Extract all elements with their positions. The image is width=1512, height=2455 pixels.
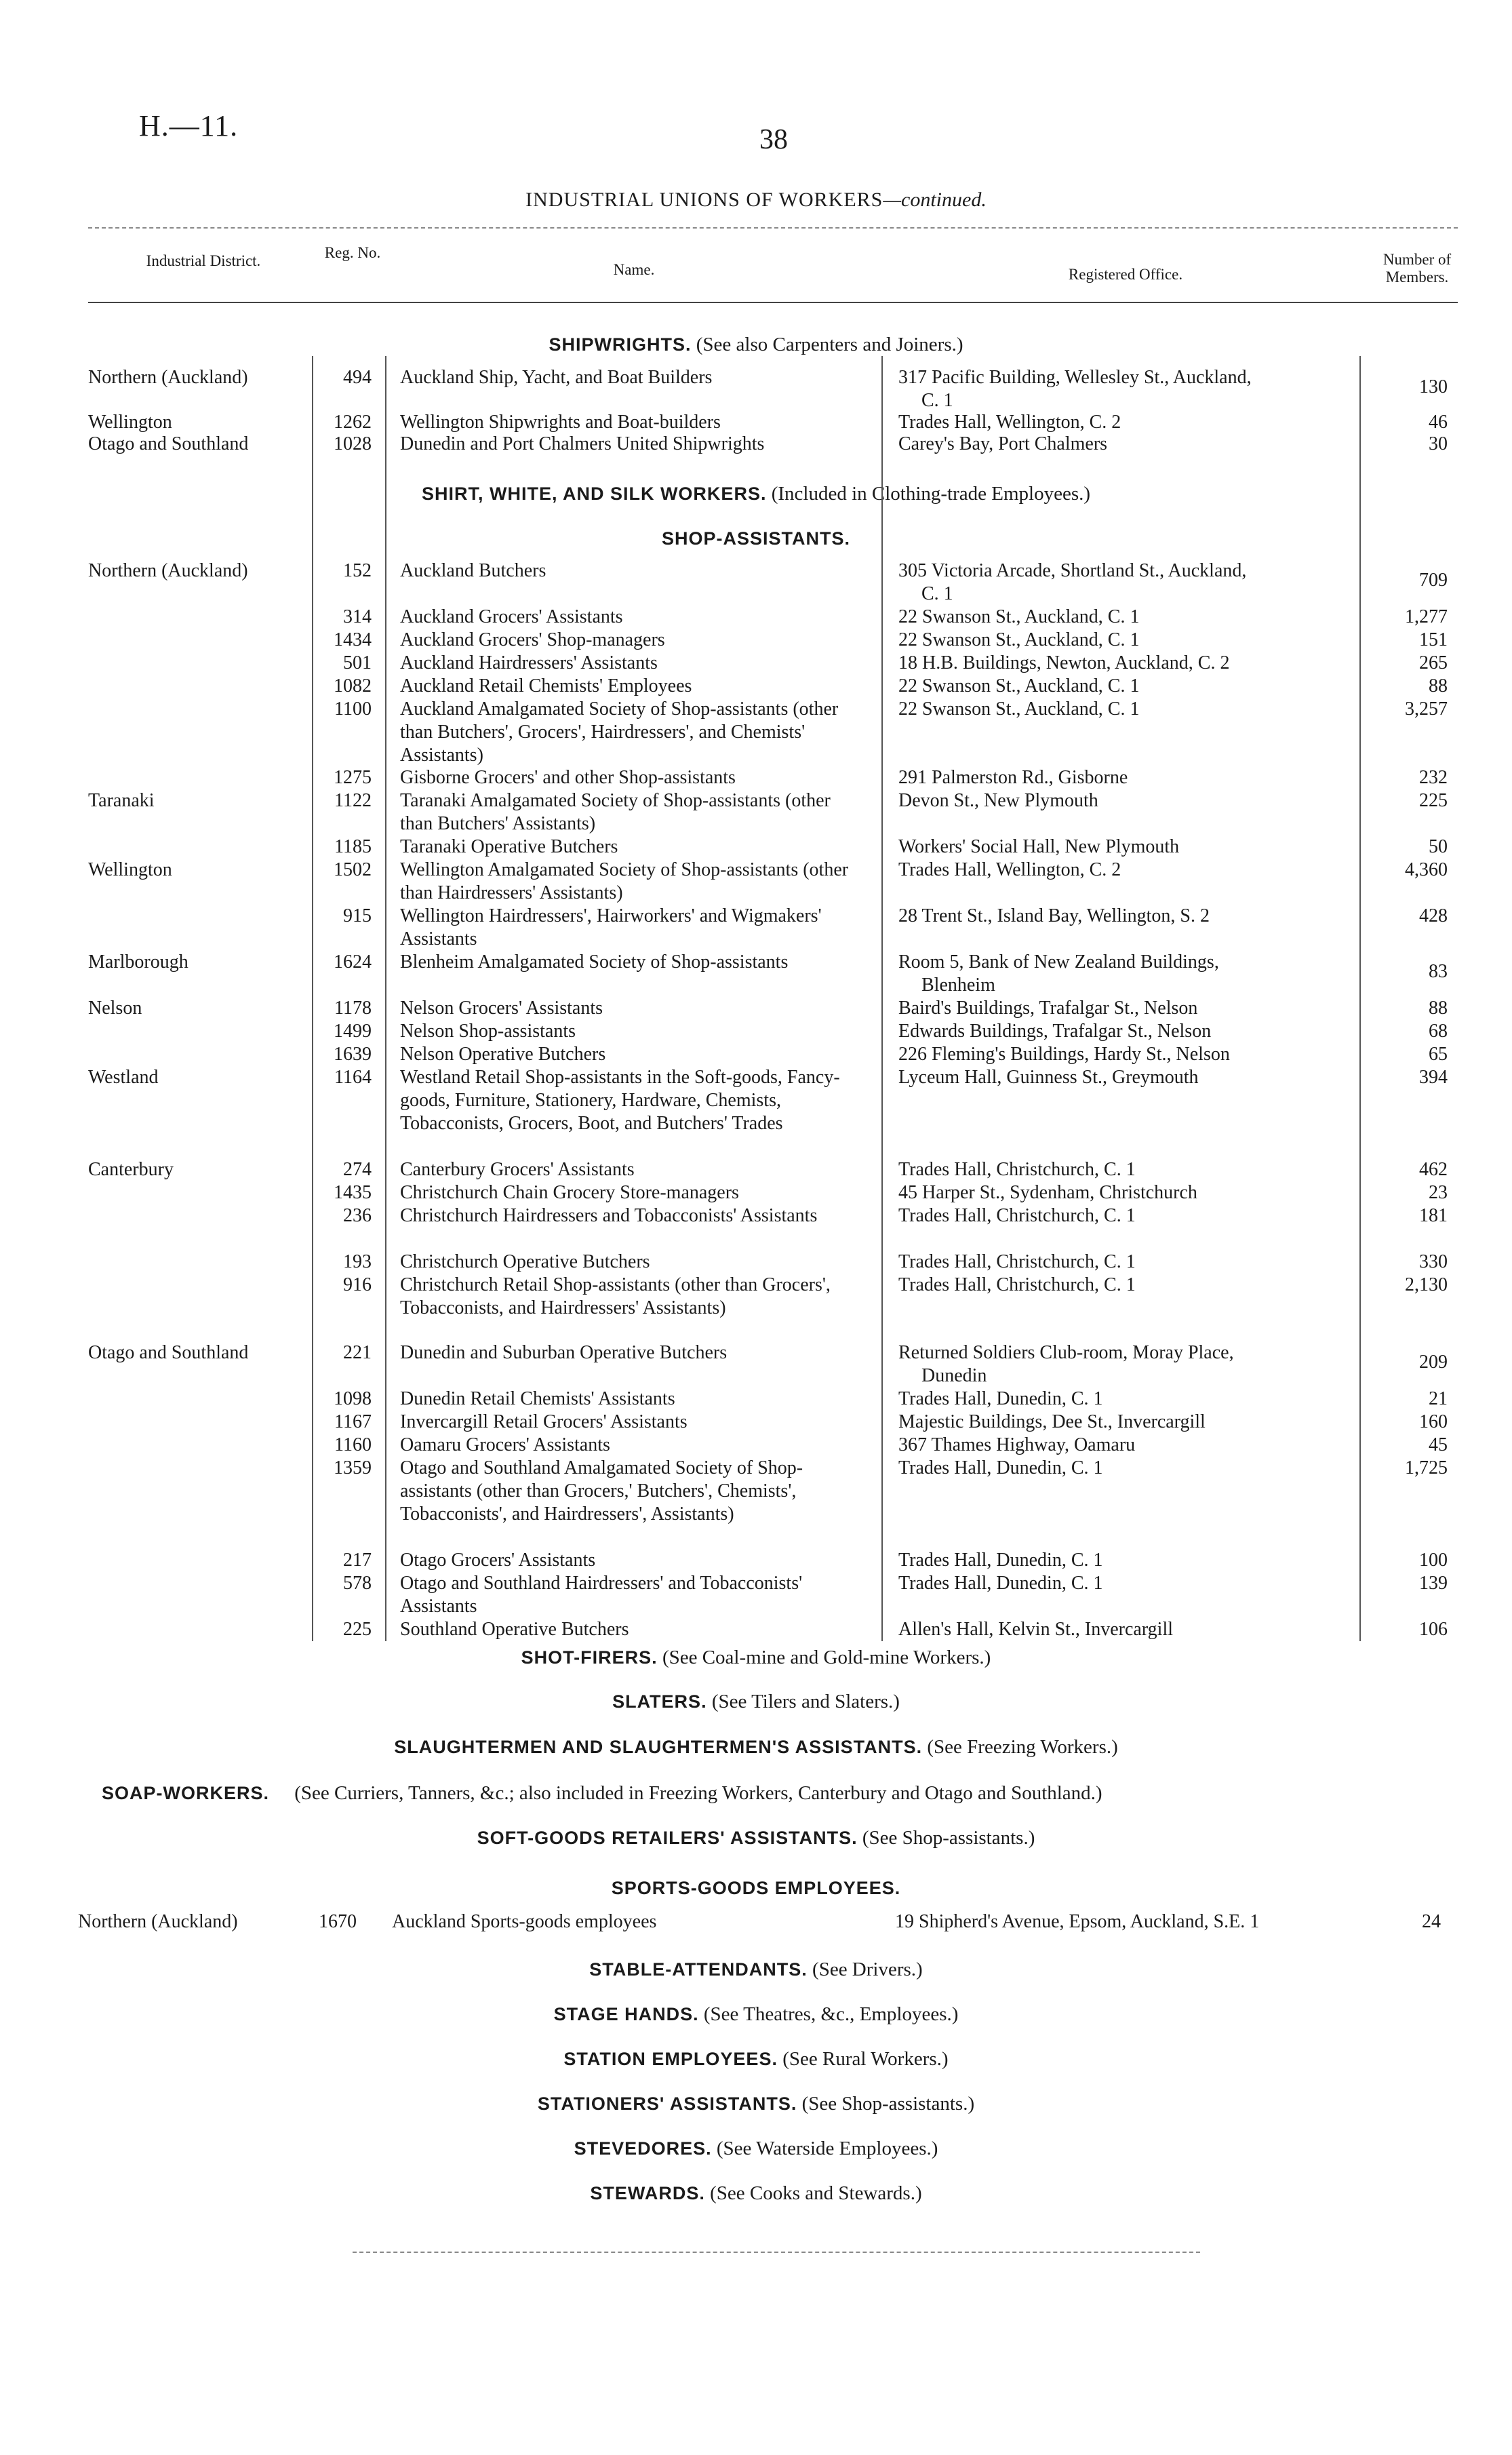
- registered-office: Trades Hall, Dunedin, C. 1: [898, 1457, 1103, 1478]
- section-title: STATIONERS' ASSISTANTS.: [537, 2094, 797, 2114]
- reg-no: 152: [343, 560, 372, 581]
- section-note: (See Waterside Employees.): [716, 2138, 938, 2159]
- section-title: STEWARDS.: [590, 2183, 705, 2203]
- registered-office: Trades Hall, Dunedin, C. 1: [898, 1573, 1103, 1594]
- members: 130: [1419, 376, 1448, 397]
- reg-no: 1185: [334, 836, 372, 857]
- section-sports-goods: [0, 1877, 1512, 1900]
- union-name: Nelson Operative Butchers: [400, 1044, 606, 1065]
- district: Wellington: [88, 859, 172, 880]
- union-name: Westland Retail Shop-assistants in the Soft-goods, Fancy-goods, Furniture, Stationery, Hardware, Chemists, Tobacconists, Grocers, Boot, and Butchers' Trades: [400, 1067, 840, 1134]
- section-note: (See Drivers.): [812, 1959, 923, 1980]
- members: 23: [1429, 1182, 1448, 1203]
- section-slaughtermen: [0, 1736, 1512, 1759]
- section-soap-workers: [102, 1782, 1485, 1805]
- section-title: SPORTS-GOODS EMPLOYEES.: [611, 1878, 901, 1898]
- office-line-continued: C. 1: [921, 583, 953, 604]
- union-name: Otago Grocers' Assistants: [400, 1550, 596, 1571]
- members: 46: [1429, 412, 1448, 433]
- section-title: SHIPWRIGHTS.: [549, 334, 692, 355]
- column-header-office: Registered Office.: [1068, 266, 1183, 283]
- members: 68: [1429, 1021, 1448, 1042]
- section-title: STAGE HANDS.: [553, 2004, 699, 2024]
- section-shirt-workers: [0, 483, 1512, 505]
- section-note: (See Theatres, &c., Employees.): [703, 2003, 959, 2025]
- union-name: Christchurch Operative Butchers: [400, 1251, 650, 1272]
- reg-no: 1178: [334, 998, 372, 1019]
- reg-no: 1435: [334, 1182, 372, 1203]
- members: 139: [1419, 1573, 1448, 1594]
- union-name: Christchurch Retail Shop-assistants (other than Grocers', Tobacconists, and Hairdressers' Assistants): [400, 1274, 831, 1318]
- members: 65: [1429, 1044, 1448, 1065]
- office-line: 317 Pacific Building, Wellesley St., Auckland,: [898, 367, 1252, 388]
- members: 2,130: [1405, 1274, 1448, 1295]
- union-name: Taranaki Amalgamated Society of Shop-assistants (other than Butchers' Assistants): [400, 790, 831, 834]
- section-shot-firers: [0, 1647, 1512, 1669]
- district: Wellington: [88, 412, 172, 433]
- registered-office: Trades Hall, Christchurch, C. 1: [898, 1274, 1136, 1295]
- union-name: Otago and Southland Amalgamated Society of Shop-assistants (other than Grocers,' Butchers', Chemists', Tobacconists', and Hairdressers', Assistants): [400, 1457, 803, 1525]
- reg-no: 578: [343, 1573, 372, 1594]
- registered-office: Trades Hall, Wellington, C. 2: [898, 412, 1121, 433]
- section-title: SHIRT, WHITE, AND SILK WORKERS.: [421, 484, 767, 504]
- reg-no: 314: [343, 606, 372, 627]
- section-title: SHOT-FIRERS.: [521, 1647, 658, 1668]
- members: 45: [1429, 1434, 1448, 1455]
- column-header-members: Number of Members.: [1382, 251, 1452, 286]
- registered-office: [898, 1341, 1349, 1388]
- section-title: SOFT-GOODS RETAILERS' ASSISTANTS.: [477, 1828, 858, 1848]
- registered-office: Trades Hall, Christchurch, C. 1: [898, 1205, 1136, 1226]
- union-name: Southland Operative Butchers: [400, 1619, 629, 1640]
- registered-office: [898, 951, 1349, 997]
- section-stevedores: [0, 2138, 1512, 2160]
- section-stationers: [0, 2093, 1512, 2115]
- registered-office: [898, 559, 1349, 606]
- members: 265: [1419, 652, 1448, 673]
- registered-office: 226 Fleming's Buildings, Hardy St., Nelson: [898, 1044, 1230, 1065]
- registered-office: Trades Hall, Wellington, C. 2: [898, 859, 1121, 880]
- members: 209: [1419, 1352, 1448, 1373]
- reg-no: 225: [343, 1619, 372, 1640]
- reg-no: 501: [343, 652, 372, 673]
- reg-no: 1098: [334, 1388, 372, 1409]
- reg-no: 1275: [334, 767, 372, 788]
- reg-no: 1670: [319, 1911, 357, 1932]
- union-name: Nelson Shop-assistants: [400, 1021, 576, 1042]
- reg-no: 1122: [334, 790, 372, 811]
- members: 4,360: [1405, 859, 1448, 880]
- members: 88: [1429, 675, 1448, 696]
- registered-office: Devon St., New Plymouth: [898, 790, 1098, 811]
- union-name: Gisborne Grocers' and other Shop-assistants: [400, 767, 736, 788]
- page-title-main: INDUSTRIAL UNIONS OF WORKERS: [525, 189, 883, 211]
- column-divider: [385, 356, 386, 1641]
- district: Otago and Southland: [88, 433, 249, 454]
- page-title-continued: —continued.: [883, 189, 987, 211]
- section-note: (See Rural Workers.): [782, 2048, 949, 2070]
- section-note: (See Freezing Workers.): [927, 1736, 1118, 1758]
- registered-office: 45 Harper St., Sydenham, Christchurch: [898, 1182, 1197, 1203]
- reg-no: 494: [343, 367, 372, 388]
- members: 24: [1422, 1911, 1441, 1932]
- registered-office: 22 Swanson St., Auckland, C. 1: [898, 675, 1140, 696]
- union-name: Taranaki Operative Butchers: [400, 836, 618, 857]
- column-divider: [881, 356, 883, 1641]
- district: Northern (Auckland): [78, 1911, 238, 1932]
- union-name: Canterbury Grocers' Assistants: [400, 1159, 635, 1180]
- registered-office: 291 Palmerston Rd., Gisborne: [898, 767, 1128, 788]
- reg-no: 1639: [334, 1044, 372, 1065]
- registered-office: 367 Thames Highway, Oamaru: [898, 1434, 1136, 1455]
- registered-office: Trades Hall, Christchurch, C. 1: [898, 1251, 1136, 1272]
- registered-office: 28 Trent St., Island Bay, Wellington, S. 2: [898, 905, 1210, 926]
- members: 428: [1419, 905, 1448, 926]
- members: 21: [1429, 1388, 1448, 1409]
- document-code: H.—11.: [139, 109, 239, 142]
- section-note: (Included in Clothing-trade Employees.): [771, 483, 1091, 505]
- members: 1,725: [1405, 1457, 1448, 1478]
- registered-office: [898, 366, 1349, 412]
- district: Otago and Southland: [88, 1342, 249, 1363]
- section-note: (See Curriers, Tanners, &c.; also included in Freezing Workers, Canterbury and Otago and Southland.): [294, 1782, 1102, 1804]
- section-note: (See Tilers and Slaters.): [711, 1691, 900, 1712]
- members: 330: [1419, 1251, 1448, 1272]
- union-name: Wellington Shipwrights and Boat-builders: [400, 412, 721, 433]
- registered-office: Carey's Bay, Port Chalmers: [898, 433, 1108, 454]
- registered-office: Workers' Social Hall, New Plymouth: [898, 836, 1180, 857]
- section-title: SLAUGHTERMEN AND SLAUGHTERMEN'S ASSISTANTS.: [394, 1737, 923, 1757]
- union-name: Otago and Southland Hairdressers' and Tobacconists' Assistants: [400, 1573, 803, 1617]
- reg-no: 193: [343, 1251, 372, 1272]
- members: 1,277: [1405, 606, 1448, 627]
- district: Canterbury: [88, 1159, 174, 1180]
- members: 100: [1419, 1550, 1448, 1571]
- district: Marlborough: [88, 951, 188, 973]
- union-name: Auckland Amalgamated Society of Shop-assistants (other than Butchers', Grocers', Hairdressers', and Chemists' Assistants): [400, 699, 839, 766]
- union-name: Auckland Retail Chemists' Employees: [400, 675, 692, 696]
- union-name: Auckland Ship, Yacht, and Boat Builders: [400, 367, 713, 388]
- section-note: (See Shop-assistants.): [862, 1827, 1035, 1849]
- members: 709: [1419, 570, 1448, 591]
- union-name: Invercargill Retail Grocers' Assistants: [400, 1411, 688, 1432]
- reg-no: 1164: [334, 1067, 372, 1088]
- reg-no: 1082: [334, 675, 372, 696]
- union-name: Auckland Grocers' Assistants: [400, 606, 623, 627]
- section-note: (See also Carpenters and Joiners.): [696, 334, 963, 355]
- district: Taranaki: [88, 790, 155, 811]
- union-name: Auckland Grocers' Shop-managers: [400, 629, 665, 650]
- union-name: Auckland Butchers: [400, 560, 546, 581]
- union-name: Auckland Hairdressers' Assistants: [400, 652, 658, 673]
- reg-no: 236: [343, 1205, 372, 1226]
- section-stage-hands: [0, 2003, 1512, 2026]
- union-name: Dunedin and Suburban Operative Butchers: [400, 1342, 728, 1363]
- section-title: SHOP-ASSISTANTS.: [661, 528, 851, 549]
- members: 394: [1419, 1067, 1448, 1088]
- members: 160: [1419, 1411, 1448, 1432]
- registered-office: 18 H.B. Buildings, Newton, Auckland, C. 2: [898, 652, 1230, 673]
- column-divider: [312, 356, 313, 1641]
- reg-no: 916: [343, 1274, 372, 1295]
- header-top-rule: [88, 227, 1458, 229]
- members: 232: [1419, 767, 1448, 788]
- members: 88: [1429, 998, 1448, 1019]
- section-soft-goods: [0, 1827, 1512, 1849]
- reg-no: 221: [343, 1342, 372, 1363]
- reg-no: 1167: [334, 1411, 372, 1432]
- section-title: SLATERS.: [612, 1691, 707, 1712]
- section-title: STEVEDORES.: [574, 2138, 712, 2159]
- reg-no: 274: [343, 1159, 372, 1180]
- registered-office: 22 Swanson St., Auckland, C. 1: [898, 629, 1140, 650]
- registered-office: Majestic Buildings, Dee St., Invercargill: [898, 1411, 1206, 1432]
- reg-no: 1028: [334, 433, 372, 454]
- union-name: Dunedin Retail Chemists' Assistants: [400, 1388, 675, 1409]
- section-note: (See Shop-assistants.): [801, 2093, 975, 2115]
- reg-no: 1100: [334, 699, 372, 720]
- reg-no: 1502: [334, 859, 372, 880]
- column-header-district: Industrial District.: [146, 252, 261, 269]
- members: 225: [1419, 790, 1448, 811]
- office-line-continued: Blenheim: [921, 975, 995, 996]
- office-line-continued: C. 1: [921, 390, 953, 411]
- office-line: 305 Victoria Arcade, Shortland St., Auckland,: [898, 560, 1247, 581]
- union-name: Oamaru Grocers' Assistants: [400, 1434, 610, 1455]
- members: 106: [1419, 1619, 1448, 1640]
- union-name: Wellington Amalgamated Society of Shop-assistants (other than Hairdressers' Assistants): [400, 859, 849, 903]
- section-title: SOAP-WORKERS.: [102, 1783, 270, 1803]
- union-name: Nelson Grocers' Assistants: [400, 998, 603, 1019]
- registered-office: Lyceum Hall, Guinness St., Greymouth: [898, 1067, 1199, 1088]
- registered-office: Edwards Buildings, Trafalgar St., Nelson: [898, 1021, 1212, 1042]
- registered-office: 19 Shipherd's Avenue, Epsom, Auckland, S.E. 1: [895, 1911, 1260, 1932]
- column-header-name: Name.: [613, 261, 655, 278]
- header-bottom-rule: [88, 302, 1458, 303]
- district: Westland: [88, 1067, 159, 1088]
- reg-no: 1359: [334, 1457, 372, 1478]
- office-line: Returned Soldiers Club-room, Moray Place,: [898, 1342, 1234, 1363]
- reg-no: 217: [343, 1550, 372, 1571]
- members: 3,257: [1405, 699, 1448, 720]
- union-name: Wellington Hairdressers', Hairworkers' and Wigmakers' Assistants: [400, 905, 822, 949]
- district: Northern (Auckland): [88, 367, 248, 388]
- members: 462: [1419, 1159, 1448, 1180]
- office-line: Room 5, Bank of New Zealand Buildings,: [898, 951, 1219, 973]
- registered-office: 22 Swanson St., Auckland, C. 1: [898, 606, 1140, 627]
- union-name: Dunedin and Port Chalmers United Shipwrights: [400, 433, 765, 454]
- section-note: (See Coal-mine and Gold-mine Workers.): [662, 1647, 991, 1668]
- reg-no: 1499: [334, 1021, 372, 1042]
- district: Northern (Auckland): [88, 560, 248, 581]
- section-shop-assistants: [0, 528, 1512, 550]
- section-station-employees: [0, 2048, 1512, 2070]
- union-name: Blenheim Amalgamated Society of Shop-assistants: [400, 951, 789, 973]
- bottom-rule: [353, 2252, 1200, 2253]
- registered-office: Trades Hall, Dunedin, C. 1: [898, 1550, 1103, 1571]
- section-slaters: [0, 1691, 1512, 1713]
- union-name: Auckland Sports-goods employees: [392, 1911, 657, 1932]
- members: 50: [1429, 836, 1448, 857]
- members: 83: [1429, 961, 1448, 982]
- reg-no: 1624: [334, 951, 372, 973]
- section-stewards: [0, 2182, 1512, 2205]
- section-stable-attendants: [0, 1959, 1512, 1981]
- reg-no: 1262: [334, 412, 372, 433]
- reg-no: 915: [343, 905, 372, 926]
- page-title: [0, 189, 1512, 212]
- section-title: STATION EMPLOYEES.: [563, 2049, 778, 2069]
- union-name: Christchurch Hairdressers and Tobacconists' Assistants: [400, 1205, 818, 1226]
- column-header-reg: Reg. No.: [324, 244, 381, 261]
- union-name: Christchurch Chain Grocery Store-managers: [400, 1182, 739, 1203]
- section-title: STABLE-ATTENDANTS.: [589, 1959, 808, 1980]
- reg-no: 1434: [334, 629, 372, 650]
- reg-no: 1160: [334, 1434, 372, 1455]
- members: 181: [1419, 1205, 1448, 1226]
- registered-office: Trades Hall, Dunedin, C. 1: [898, 1388, 1103, 1409]
- section-shipwrights: [0, 334, 1512, 356]
- section-note: (See Cooks and Stewards.): [710, 2182, 922, 2204]
- members: 151: [1419, 629, 1448, 650]
- registered-office: 22 Swanson St., Auckland, C. 1: [898, 699, 1140, 720]
- page-number: 38: [759, 124, 788, 155]
- office-line-continued: Dunedin: [921, 1365, 987, 1386]
- registered-office: Allen's Hall, Kelvin St., Invercargill: [898, 1619, 1174, 1640]
- district: Nelson: [88, 998, 142, 1019]
- registered-office: Baird's Buildings, Trafalgar St., Nelson: [898, 998, 1198, 1019]
- column-divider: [1359, 356, 1361, 1641]
- registered-office: Trades Hall, Christchurch, C. 1: [898, 1159, 1136, 1180]
- members: 30: [1429, 433, 1448, 454]
